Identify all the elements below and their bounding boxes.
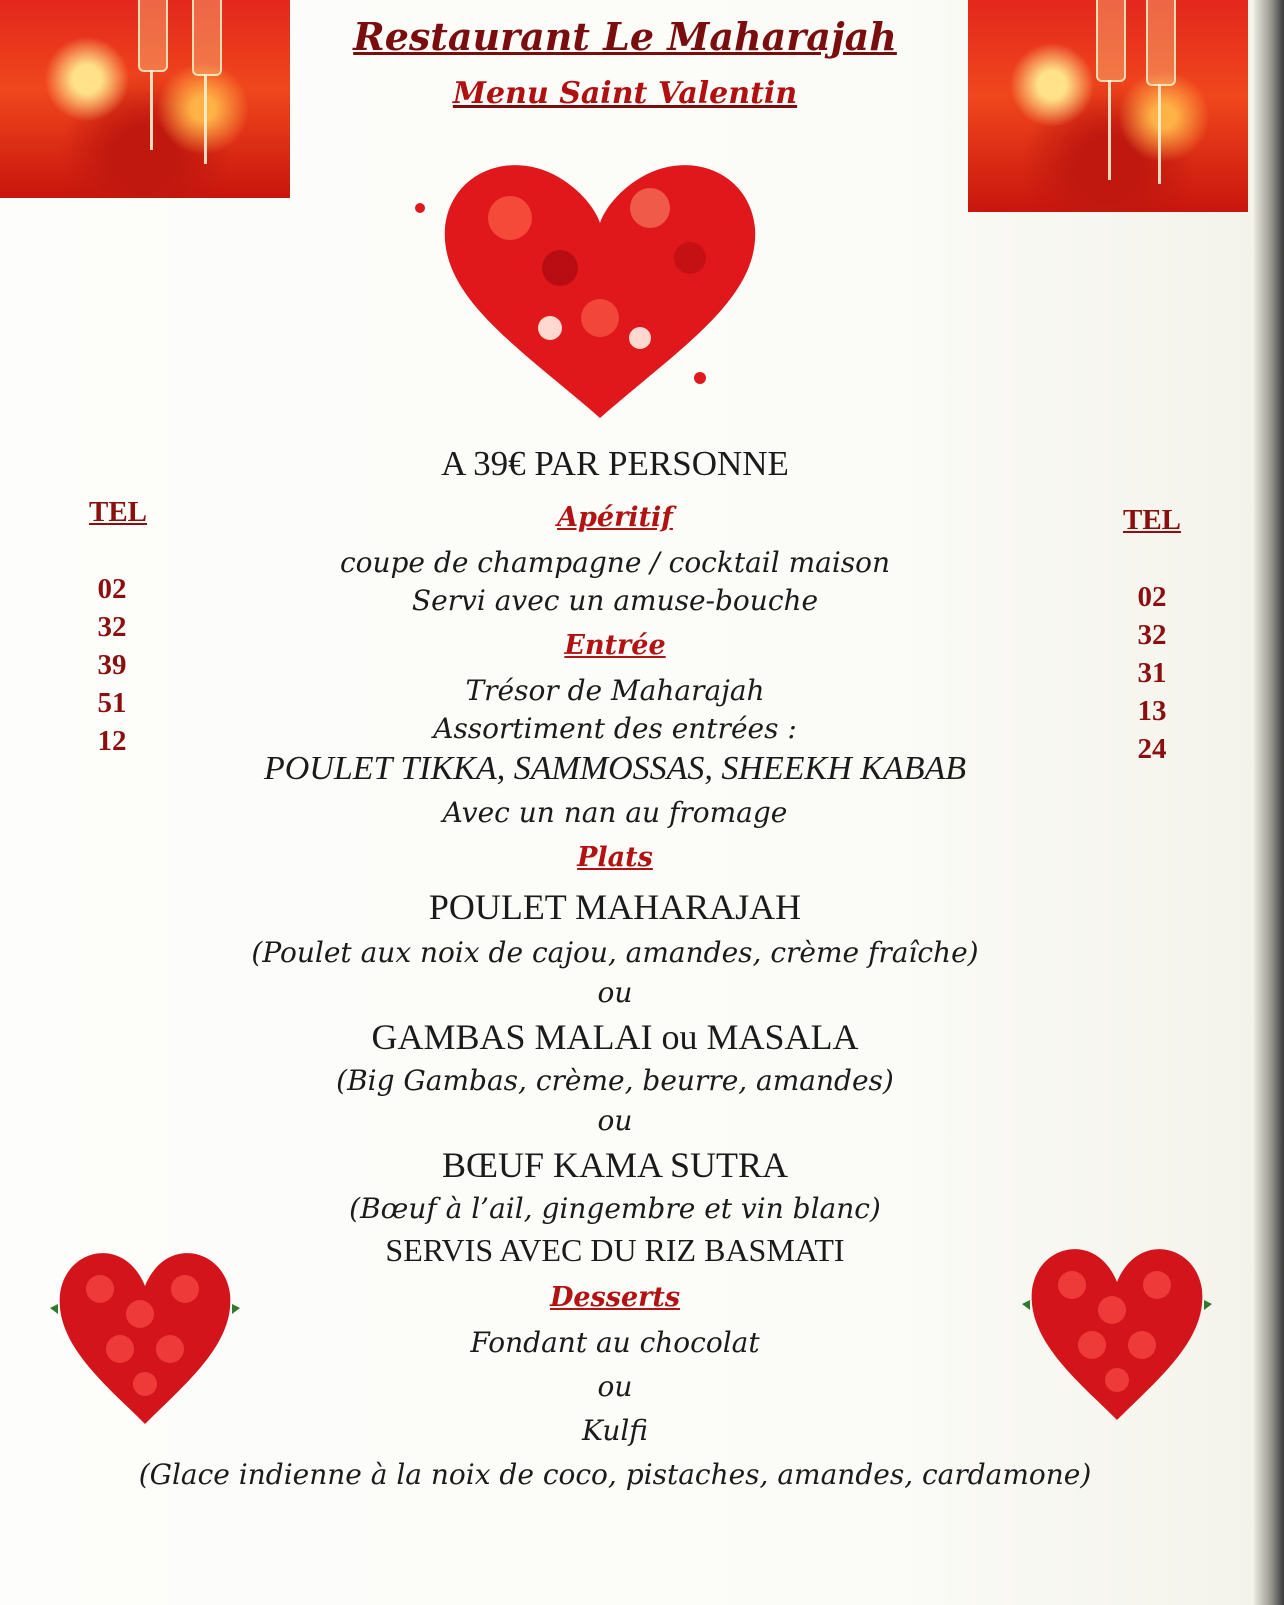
price-line: A 39€ PAR PERSONNE	[441, 444, 789, 483]
menu-subtitle: Menu Saint Valentin	[452, 76, 798, 111]
dessert-description: (Glace indienne à la noix de coco, pistaches, amandes, cardamone)	[138, 1458, 1092, 1491]
served-with: SERVIS AVEC DU RIZ BASMATI	[385, 1232, 845, 1268]
phone-left-digit: 51	[97, 687, 127, 719]
phone-left-label: TEL	[88, 496, 148, 528]
plats-heading: Plats	[577, 842, 653, 873]
dessert-item: Fondant au chocolat	[470, 1326, 760, 1359]
phone-left-digit: 32	[97, 611, 127, 643]
entree-line: Assortiment des entrées :	[433, 712, 797, 745]
dish-name: BŒUF KAMA SUTRA	[441, 1145, 789, 1185]
rose-heart-right-image	[1022, 1230, 1212, 1430]
dish-description: (Big Gambas, crème, beurre, amandes)	[336, 1064, 894, 1097]
entree-line: Avec un nan au fromage	[442, 796, 788, 829]
phone-right-digit: 31	[1137, 657, 1167, 689]
aperitif-line: coupe de champagne / cocktail maison	[339, 546, 891, 579]
aperitif-heading: Apéritif	[557, 502, 673, 533]
dish-description: (Bœuf à l’ail, gingembre et vin blanc)	[349, 1192, 881, 1225]
rose-heart-left-image	[50, 1234, 240, 1434]
aperitif-line: Servi avec un amuse-bouche	[411, 584, 819, 617]
entree-items: POULET TIKKA, SAMMOSSAS, SHEEKH KABAB	[263, 750, 966, 787]
phone-left-digit: 02	[97, 573, 127, 605]
dish-description: (Poulet aux noix de cajou, amandes, crème fraîche)	[251, 936, 979, 969]
restaurant-title: Restaurant Le Maharajah	[353, 14, 897, 59]
dish-name: GAMBAS MALAI ou MASALA	[371, 1017, 859, 1057]
phone-right-digit: 24	[1137, 733, 1167, 765]
entree-line: Trésor de Maharajah	[465, 674, 765, 707]
or-separator: ou	[597, 976, 633, 1009]
phone-right-label: TEL	[1122, 504, 1182, 536]
desserts-heading: Desserts	[549, 1282, 681, 1313]
phone-right-digit: 02	[1137, 581, 1167, 613]
dessert-item: Kulfi	[582, 1414, 648, 1447]
or-separator: ou	[597, 1370, 633, 1403]
petal-heart-image	[400, 128, 800, 438]
phone-right-digit: 32	[1137, 619, 1167, 651]
champagne-photo-left	[0, 0, 290, 198]
champagne-photo-right	[968, 0, 1248, 212]
entree-heading: Entrée	[564, 630, 666, 661]
phone-left-digit: 39	[97, 649, 127, 681]
phone-left-digit: 12	[97, 725, 127, 757]
page-edge-shadow	[1254, 0, 1284, 1605]
phone-right-digit: 13	[1137, 695, 1167, 727]
or-separator: ou	[597, 1104, 633, 1137]
dish-name: POULET MAHARAJAH	[428, 887, 802, 927]
